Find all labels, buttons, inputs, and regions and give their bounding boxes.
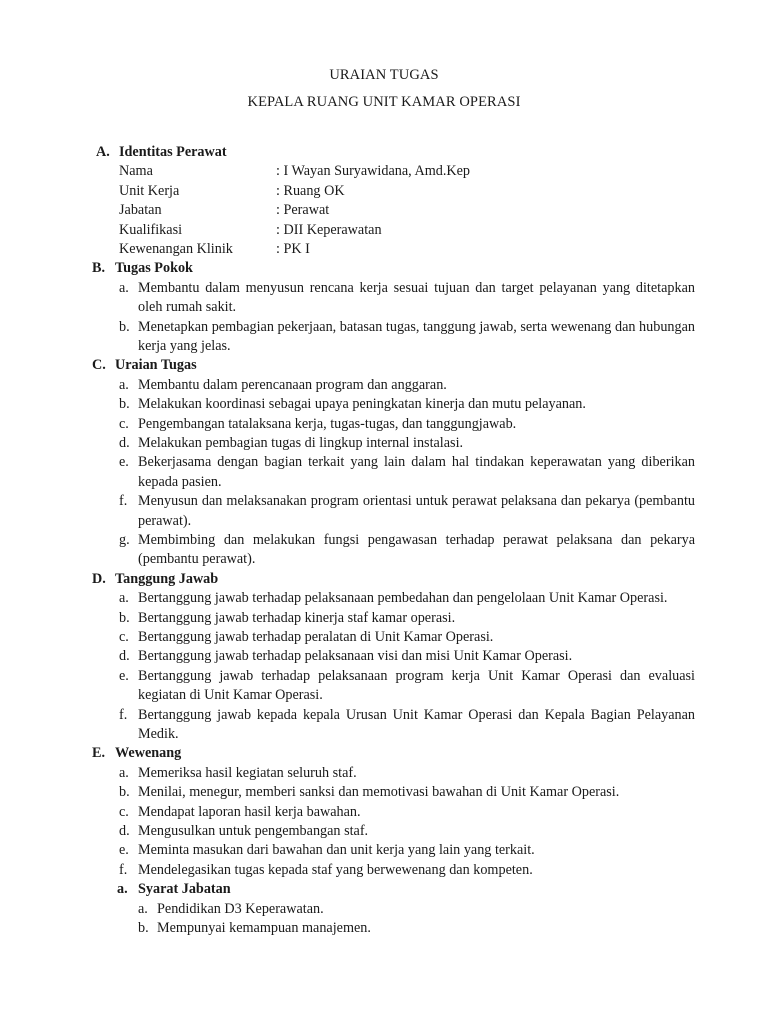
list-item-letter: c. (119, 629, 129, 646)
list-item (0, 841, 768, 860)
identity-row-kewenangan-klinik (0, 240, 768, 259)
list-item-text: Membimbing dan melakukan fungsi pengawasan terhadap perawat pelaksana dan pekarya (pembantu perawat). (138, 532, 695, 568)
list-item (0, 531, 768, 570)
list-item-text: Mempunyai kemampuan manajemen. (157, 920, 371, 937)
document-subtitle: KEPALA RUANG UNIT KAMAR OPERASI (247, 94, 521, 110)
list-item (0, 900, 768, 919)
list-item-text: Bertanggung jawab terhadap pelaksanaan program kerja Unit Kamar Operasi dan evaluasi kegiatan di Unit Kamar Operasi. (138, 667, 695, 704)
identity-value: : DII Keperawatan (276, 221, 382, 238)
section-title: Identitas Perawat (119, 144, 227, 160)
list-item-text: Mengusulkan untuk pengembangan staf. (138, 823, 369, 840)
list-item-letter: d. (119, 648, 130, 665)
list-item-letter: b. (119, 784, 130, 801)
list-item (0, 589, 768, 608)
list-item-letter: a. (119, 764, 129, 781)
list-item-text: Memeriksa hasil kegiatan seluruh staf. (138, 764, 357, 781)
list-item-text: Pengembangan tatalaksana kerja, tugas-tugas, dan tanggungjawab. (138, 415, 517, 432)
list-item-text: Bertanggung jawab terhadap pelaksanaan pembedahan dan pengelolaan Unit Kamar Operasi. (138, 590, 668, 607)
identity-row-nama (0, 162, 768, 181)
list-item (0, 628, 768, 647)
list-item (0, 453, 768, 492)
list-item (0, 492, 768, 531)
list-item (0, 376, 768, 395)
section-uraian-tugas-heading (0, 356, 768, 375)
list-item-text: Bekerjasama dengan bagian terkait yang lain dalam hal tindakan keperawatan yang diberikan kepada pasien. (138, 454, 695, 490)
identity-value: : PK I (276, 240, 310, 257)
list-item-text: Bertanggung jawab terhadap kinerja staf kamar operasi. (138, 609, 456, 626)
list-item-letter: c. (119, 803, 129, 820)
identity-label: Unit Kerja (119, 182, 180, 199)
identity-label: Kualifikasi (119, 221, 183, 238)
list-item-letter: b. (119, 609, 130, 626)
list-item-letter: f. (119, 493, 128, 510)
document-body (0, 143, 768, 938)
list-item-text: Menetapkan pembagian pekerjaan, batasan tugas, tanggung jawab, serta wewenang dan hubungan kerja yang jelas. (138, 318, 695, 354)
list-item (0, 706, 768, 745)
list-item (0, 395, 768, 414)
list-item (0, 861, 768, 880)
list-item-text: Membantu dalam menyusun rencana kerja sesuai tujuan dan target pelayanan yang ditetapkan oleh rumah sakit. (138, 279, 695, 316)
list-item (0, 647, 768, 666)
list-item-text: Melakukan pembagian tugas di lingkup internal instalasi. (138, 434, 464, 451)
section-letter: A. (96, 144, 110, 160)
section-title: Syarat Jabatan (138, 881, 231, 898)
list-item-letter: b. (138, 920, 149, 937)
identity-value: : I Wayan Suryawidana, Amd.Kep (276, 163, 471, 180)
section-wewenang-heading (0, 744, 768, 763)
list-item-text: Bertanggung jawab terhadap peralatan di Unit Kamar Operasi. (138, 629, 494, 646)
list-item (0, 318, 768, 357)
list-item (0, 609, 768, 628)
section-letter: B. (92, 260, 106, 277)
section-title: Tugas Pokok (115, 260, 193, 277)
identity-value: : Perawat (276, 202, 330, 219)
section-title: Tanggung Jawab (115, 570, 219, 587)
identity-label: Kewenangan Klinik (119, 240, 233, 257)
identity-row-unit-kerja (0, 182, 768, 201)
identity-label: Nama (119, 163, 153, 180)
identity-value: : Ruang OK (276, 182, 345, 199)
list-item (0, 434, 768, 453)
section-letter: C. (92, 357, 106, 374)
list-item-text: Mendapat laporan hasil kerja bawahan. (138, 803, 361, 820)
section-title: Wewenang (115, 745, 182, 762)
list-item-letter: a. (119, 590, 129, 607)
list-item (0, 803, 768, 822)
list-item-text: Melakukan koordinasi sebagai upaya peningkatan kinerja dan mutu pelayanan. (138, 396, 586, 413)
section-tugas-pokok-heading (0, 259, 768, 278)
section-syarat-jabatan-heading (0, 880, 768, 899)
list-item (0, 279, 768, 318)
list-item (0, 822, 768, 841)
section-letter: E. (92, 745, 106, 762)
list-item-letter: f. (119, 861, 128, 878)
list-item-text: Menyusun dan melaksanakan program orientasi untuk perawat pelaksana dan pekarya (pembantu perawat). (138, 493, 695, 529)
list-item-letter: c. (119, 415, 129, 432)
section-tanggung-jawab-heading (0, 570, 768, 589)
section-title: Uraian Tugas (115, 357, 197, 374)
list-item-letter: g. (119, 532, 130, 548)
list-item-text: Bertanggung jawab kepada kepala Urusan Unit Kamar Operasi dan Kepala Bagian Pelayanan Medik. (138, 706, 695, 743)
list-item-letter: b. (119, 318, 130, 335)
list-item-letter: a. (119, 279, 129, 296)
list-item-text: Menilai, menegur, memberi sanksi dan memotivasi bawahan di Unit Kamar Operasi. (138, 784, 620, 801)
list-item (0, 919, 768, 938)
list-item-letter: d. (119, 434, 130, 451)
list-item (0, 764, 768, 783)
list-item-text: Pendidikan D3 Keperawatan. (157, 900, 324, 917)
list-item-letter: d. (119, 823, 130, 840)
list-item-text: Meminta masukan dari bawahan dan unit kerja yang lain yang terkait. (138, 842, 535, 859)
identity-label: Jabatan (119, 202, 162, 219)
document-title: URAIAN TUGAS (329, 67, 439, 83)
list-item-text: Membantu dalam perencanaan program dan anggaran. (138, 376, 447, 393)
identity-row-jabatan (0, 201, 768, 220)
section-identitas-heading (0, 143, 768, 162)
list-item-letter: b. (119, 396, 130, 413)
list-item-letter: f. (119, 706, 128, 723)
list-item-letter: a. (138, 900, 148, 917)
section-letter: a. (117, 881, 128, 898)
section-letter: D. (92, 570, 106, 587)
list-item (0, 415, 768, 434)
list-item-text: Mendelegasikan tugas kepada staf yang berwewenang dan kompeten. (138, 861, 533, 878)
list-item (0, 783, 768, 802)
list-item (0, 667, 768, 706)
identity-row-kualifikasi (0, 221, 768, 240)
list-item-letter: a. (119, 376, 129, 393)
list-item-letter: e. (119, 454, 129, 471)
list-item-text: Bertanggung jawab terhadap pelaksanaan visi dan misi Unit Kamar Operasi. (138, 648, 573, 665)
list-item-letter: e. (119, 842, 129, 859)
list-item-letter: e. (119, 667, 129, 684)
